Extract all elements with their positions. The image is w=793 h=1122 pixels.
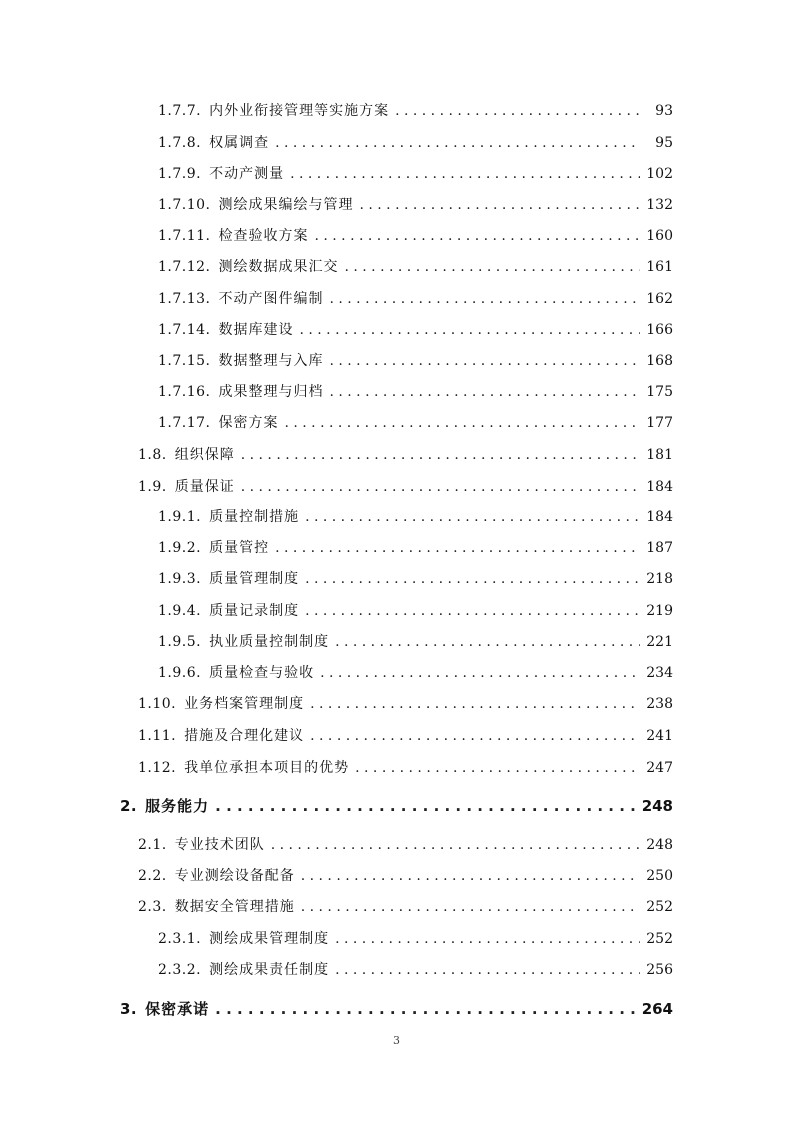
toc-entry[interactable]: [138, 444, 673, 466]
dot-leader: [241, 476, 641, 498]
toc-number: 1.9.5.: [158, 634, 202, 650]
dot-leader: [301, 896, 641, 918]
toc-page-number: 184: [646, 479, 673, 495]
toc-number: 1.9.1.: [158, 509, 202, 525]
toc-number: 2.: [120, 797, 138, 815]
dot-leader: [329, 350, 640, 372]
toc-number: 1.7.9.: [158, 166, 202, 182]
toc-entry[interactable]: [158, 537, 673, 559]
dot-leader: [329, 381, 640, 403]
toc-page-number: 234: [646, 665, 673, 681]
toc-entry[interactable]: [138, 865, 673, 887]
toc-number: 1.11.: [138, 728, 177, 744]
toc-title: 组织保障: [174, 447, 235, 463]
toc-page-number: 221: [646, 634, 673, 650]
toc-number: 1.9.3.: [158, 571, 202, 587]
dot-leader: [305, 506, 640, 528]
dot-leader: [290, 163, 640, 185]
dot-leader: [320, 662, 640, 684]
toc-page-number: 181: [646, 447, 673, 463]
toc-entry[interactable]: [158, 194, 673, 216]
toc-title: 数据安全管理措施: [174, 899, 295, 915]
toc-entry[interactable]: [138, 757, 673, 779]
toc-number: 1.7.12.: [158, 259, 211, 275]
dot-leader: [395, 100, 641, 122]
toc-title: 检查验收方案: [218, 228, 309, 244]
toc-page-number: 177: [646, 415, 673, 431]
toc-chapter-entry[interactable]: [120, 795, 673, 817]
toc-page-number: 102: [646, 166, 673, 182]
toc-entry[interactable]: [138, 476, 673, 498]
toc-title: 专业技术团队: [174, 837, 265, 853]
toc-page-number: 95: [655, 135, 673, 151]
toc-page-number: 219: [646, 603, 673, 619]
toc-entry[interactable]: [158, 959, 673, 981]
toc-page-number: 256: [646, 962, 673, 978]
toc-title: 数据整理与入库: [218, 353, 324, 369]
toc-entry[interactable]: [138, 896, 673, 918]
toc-entry[interactable]: [158, 568, 673, 590]
toc-entry[interactable]: [158, 288, 673, 310]
dot-leader: [355, 757, 640, 779]
toc-title: 服务能力: [145, 797, 210, 815]
toc-entry[interactable]: [158, 381, 673, 403]
toc-entry[interactable]: [158, 506, 673, 528]
page-footer-number: 3: [393, 1034, 400, 1047]
toc-title: 权属调查: [209, 135, 270, 151]
toc-number: 2.3.1.: [158, 931, 202, 947]
toc-title: 不动产图件编制: [218, 291, 324, 307]
toc-number: 1.7.11.: [158, 228, 211, 244]
dot-leader: [241, 444, 641, 466]
toc-page-number: 247: [646, 760, 673, 776]
dot-leader: [275, 132, 641, 154]
toc-title: 测绘成果编绘与管理: [218, 197, 354, 213]
toc-entry[interactable]: [158, 100, 673, 122]
toc-entry[interactable]: [158, 319, 673, 341]
toc-title: 质量保证: [174, 479, 235, 495]
toc-number: 1.7.10.: [158, 197, 211, 213]
dot-leader: [275, 537, 640, 559]
toc-number: 1.7.17.: [158, 415, 211, 431]
toc-title: 我单位承担本项目的优势: [184, 760, 350, 776]
toc-number: 3.: [120, 1000, 138, 1018]
toc-chapter-entry[interactable]: [120, 998, 673, 1020]
dot-leader: [299, 319, 640, 341]
toc-title: 成果整理与归档: [218, 384, 324, 400]
dot-leader: [271, 834, 641, 856]
toc-title: 业务档案管理制度: [184, 696, 305, 712]
toc-number: 1.7.7.: [158, 103, 202, 119]
toc-entry[interactable]: [158, 928, 673, 950]
toc-page-number: 132: [646, 197, 673, 213]
toc-page-number: 218: [646, 571, 673, 587]
toc-number: 1.9.2.: [158, 540, 202, 556]
toc-number: 1.9.6.: [158, 665, 202, 681]
dot-leader: [335, 631, 640, 653]
toc-entry[interactable]: [158, 350, 673, 372]
toc-entry[interactable]: [158, 631, 673, 653]
toc-page-number: 93: [655, 103, 673, 119]
toc-page-number: 166: [646, 322, 673, 338]
toc-entry[interactable]: [138, 834, 673, 856]
toc-number: 1.7.15.: [158, 353, 211, 369]
toc-title: 数据库建设: [218, 322, 294, 338]
toc-entry[interactable]: [158, 132, 673, 154]
toc-page-number: 162: [646, 291, 673, 307]
toc-number: 2.3.2.: [158, 962, 202, 978]
toc-page-number: 168: [646, 353, 673, 369]
toc-page-number: 187: [646, 540, 673, 556]
toc-number: 1.7.8.: [158, 135, 202, 151]
toc-entry[interactable]: [158, 225, 673, 247]
toc-page-number: 248: [646, 837, 673, 853]
toc-number: 2.3.: [138, 899, 167, 915]
toc-entry[interactable]: [158, 662, 673, 684]
toc-title: 保密方案: [218, 415, 279, 431]
dot-leader: [314, 225, 640, 247]
toc-number: 1.7.13.: [158, 291, 211, 307]
toc-title: 保密承诺: [145, 1000, 210, 1018]
dot-leader: [335, 959, 640, 981]
toc-title: 质量检查与验收: [209, 665, 315, 681]
toc-title: 措施及合理化建议: [184, 728, 305, 744]
toc-number: 2.1.: [138, 837, 167, 853]
toc-entry[interactable]: [138, 693, 673, 715]
toc-page-number: 248: [641, 797, 673, 815]
toc-title: 专业测绘设备配备: [174, 868, 295, 884]
dot-leader: [329, 288, 640, 310]
toc-page-number: 241: [646, 728, 673, 744]
dot-leader: [305, 600, 640, 622]
toc-title: 质量控制措施: [209, 509, 300, 525]
toc-page-number: 252: [646, 931, 673, 947]
toc-title: 质量管理制度: [209, 571, 300, 587]
toc-number: 1.9.: [138, 479, 167, 495]
toc-page-number: 184: [646, 509, 673, 525]
toc-page-number: 264: [641, 1000, 673, 1018]
toc-title: 质量记录制度: [209, 603, 300, 619]
toc-number: 1.10.: [138, 696, 177, 712]
toc-number: 2.2.: [138, 868, 167, 884]
dot-leader: [359, 194, 640, 216]
toc-page-number: 238: [646, 696, 673, 712]
toc-page-number: 252: [646, 899, 673, 915]
toc-number: 1.9.4.: [158, 603, 202, 619]
dot-leader: [284, 412, 640, 434]
toc-page-number: 250: [646, 868, 673, 884]
toc-entry[interactable]: [158, 163, 673, 185]
toc-title: 质量管控: [209, 540, 270, 556]
dot-leader: [310, 725, 640, 747]
dot-leader: [310, 693, 640, 715]
dot-leader: [215, 795, 636, 817]
dot-leader: [335, 928, 640, 950]
toc-title: 执业质量控制制度: [209, 634, 330, 650]
dot-leader: [305, 568, 640, 590]
toc-entry[interactable]: [158, 412, 673, 434]
toc-number: 1.7.16.: [158, 384, 211, 400]
toc-entry[interactable]: [158, 600, 673, 622]
toc-page-number: 160: [646, 228, 673, 244]
toc-number: 1.12.: [138, 760, 177, 776]
toc-page-number: 161: [646, 259, 673, 275]
toc-number: 1.7.14.: [158, 322, 211, 338]
toc-entry[interactable]: [138, 725, 673, 747]
dot-leader: [215, 998, 636, 1020]
dot-leader: [301, 865, 641, 887]
toc-title: 不动产测量: [209, 166, 285, 182]
toc-title: 测绘成果管理制度: [209, 931, 330, 947]
toc-title: 内外业衔接管理等实施方案: [209, 103, 390, 119]
dot-leader: [344, 256, 640, 278]
toc-entry[interactable]: [158, 256, 673, 278]
toc-title: 测绘数据成果汇交: [218, 259, 339, 275]
toc-number: 1.8.: [138, 447, 167, 463]
toc-title: 测绘成果责任制度: [209, 962, 330, 978]
toc-page-number: 175: [646, 384, 673, 400]
